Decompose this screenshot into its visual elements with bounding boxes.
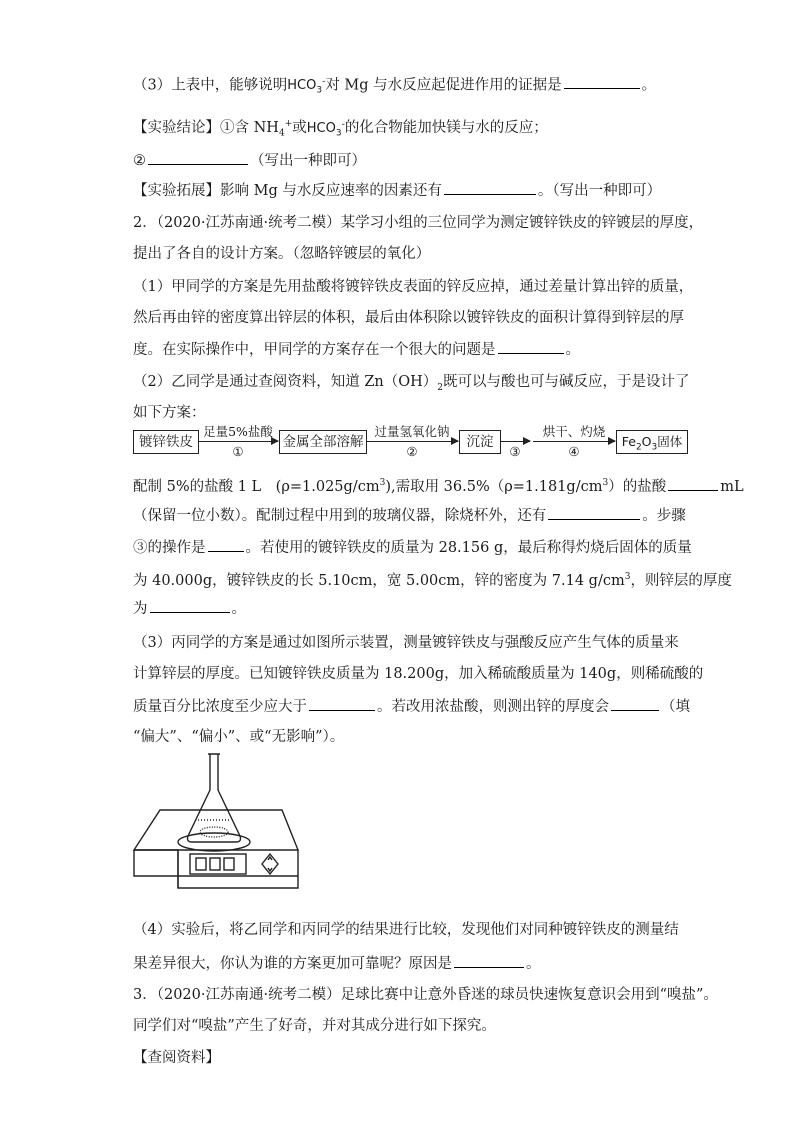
text: 为 bbox=[133, 601, 148, 617]
box-label: 镀锌铁皮 bbox=[139, 434, 193, 450]
section-tag: 【查阅资料】 bbox=[133, 1050, 220, 1066]
q2-p2-line-7 bbox=[133, 598, 246, 619]
text: 。 bbox=[565, 342, 580, 358]
text: 。 bbox=[641, 77, 657, 94]
text: 影响 Mg 与水反应速率的因素还有 bbox=[220, 183, 442, 199]
text: mL bbox=[720, 478, 744, 495]
box-label: Fe bbox=[621, 434, 636, 449]
q2-p3-line-3 bbox=[133, 696, 690, 717]
text: 2．（2020·江苏南通·统考二模）某学习小组的三位同学为测定镀锌铁皮的锌镀层的厚度， bbox=[133, 215, 704, 231]
flow-arrow-4-label: 烘干、灼烧 bbox=[542, 424, 606, 439]
flow-arrow-2-label: 过量氢氧化钠 bbox=[374, 424, 450, 439]
answer-blank[interactable] bbox=[148, 150, 248, 165]
bicarbonate-ion: $HCO_3^-$ bbox=[287, 77, 326, 96]
box-label: O bbox=[641, 434, 652, 449]
q2-line-1 bbox=[133, 213, 703, 233]
flow-arrow-1-step: ① bbox=[232, 444, 244, 459]
text: 。若改用浓盐酸，则测出锌的厚度会 bbox=[377, 699, 609, 715]
text: ),需取用 36.5%（ρ=1.181g/cm bbox=[385, 478, 603, 495]
q2-p2-line-3 bbox=[133, 473, 744, 497]
answer-blank[interactable] bbox=[444, 180, 536, 195]
text: 对 Mg 与水反应起促进作用的证据是 bbox=[325, 77, 562, 94]
flow-box-precipitate bbox=[459, 430, 501, 454]
text: 提出了各自的设计方案。（忽略锌镀层的氧化） bbox=[133, 246, 431, 262]
subscript: 3 bbox=[651, 442, 658, 453]
q2-p4-line-1 bbox=[133, 920, 679, 940]
box-label: 金属全部溶解 bbox=[282, 434, 364, 450]
ion-text: HCO bbox=[287, 78, 317, 94]
text: （4）实验后，将乙同学和丙同学的结果进行比较，发现他们对同种镀锌铁皮的测量结 bbox=[133, 922, 679, 938]
text: 质量百分比浓度至少应大于 bbox=[133, 699, 307, 715]
q2-p3-line-1 bbox=[133, 633, 679, 653]
text: 既可以与酸也可与碱反应，于是设计了 bbox=[443, 374, 690, 390]
text: ，则锌层的厚度 bbox=[630, 572, 732, 589]
text: 同学们对“嗅盐”产生了好奇，并对其成分进行如下探究。 bbox=[133, 1018, 496, 1034]
flow-box-fe2o3-solid bbox=[616, 430, 688, 454]
text: 然后再由锌的密度算出锌层的体积，最后由体积除以镀锌铁皮的面积计算得到锌层的厚 bbox=[133, 310, 684, 326]
q2-p2-line-4 bbox=[133, 505, 686, 526]
q2-p2-line-2 bbox=[133, 403, 206, 423]
answer-blank[interactable] bbox=[309, 696, 375, 711]
text: 果差异很大，你认为谁的方案更加可靠呢？原因是 bbox=[133, 956, 452, 972]
text: ③的操作是 bbox=[133, 540, 206, 556]
q2-p1-line-1 bbox=[133, 277, 693, 297]
q3-line-1 bbox=[133, 985, 718, 1005]
conclusion-line-1: 【实验结论】①含 $NH_4^+$或$HCO_3^-$的化合物能加快镁与水的反应； bbox=[133, 119, 548, 139]
text: 配制 5%的盐酸 1 L (ρ=1.025g/cm bbox=[133, 478, 380, 495]
flow-arrow-4 bbox=[533, 441, 615, 442]
balance-with-flask-illustration bbox=[132, 750, 302, 890]
balance-display bbox=[190, 854, 246, 874]
ion-text: HCO bbox=[306, 120, 336, 136]
flask-outline bbox=[188, 754, 241, 842]
subscript: 2 bbox=[635, 442, 642, 453]
q2-p1-line-3 bbox=[133, 339, 580, 360]
text: 如下方案： bbox=[133, 405, 206, 421]
section-tag: 【实验拓展】 bbox=[133, 183, 220, 199]
section-tag: 【实验结论】 bbox=[133, 119, 220, 136]
q2-p1-line-2 bbox=[133, 308, 684, 328]
answer-blank[interactable] bbox=[208, 537, 244, 552]
flow-arrow-3 bbox=[500, 441, 530, 442]
answer-blank[interactable] bbox=[454, 953, 524, 968]
answer-blank[interactable] bbox=[668, 476, 718, 491]
flow-arrow-2-step: ② bbox=[406, 444, 418, 459]
text: 。步骤 bbox=[642, 508, 686, 524]
q3-line-2 bbox=[133, 1016, 496, 1036]
bicarbonate-ion: $HCO_3^-$ bbox=[306, 119, 345, 139]
question-part-3-line bbox=[133, 72, 656, 101]
superscript: 3 bbox=[602, 478, 609, 488]
text: 或 bbox=[292, 119, 307, 136]
flow-arrow-1 bbox=[198, 441, 278, 442]
superscript: 3 bbox=[379, 478, 386, 488]
extension-line bbox=[133, 180, 661, 201]
balance-body bbox=[134, 810, 298, 850]
superscript: 3 bbox=[624, 572, 631, 582]
text: 3．（2020·江苏南通·统考二模）足球比赛中让意外昏迷的球员快速恢复意识会用到“嗅盐”。 bbox=[133, 987, 718, 1003]
text: ② bbox=[133, 153, 146, 169]
text: （3）上表中，能够说明 bbox=[133, 77, 288, 94]
answer-blank[interactable] bbox=[564, 74, 640, 89]
text: ①含 NH bbox=[220, 119, 279, 136]
q2-p2-line-5 bbox=[133, 537, 692, 558]
text: （1）甲同学的方案是先用盐酸将镀锌铁皮表面的锌反应掉，通过差量计算出锌的质量， bbox=[133, 279, 694, 295]
text: 计算锌层的厚度。已知镀锌铁皮质量为 18.200g，加入稀硫酸质量为 140g，则稀硫酸的 bbox=[133, 666, 704, 682]
text: 。 bbox=[526, 956, 541, 972]
text: （保留一位小数）。配制过程中用到的玻璃仪器，除烧杯外，还有 bbox=[133, 508, 547, 524]
text: ）的盐酸 bbox=[608, 478, 667, 495]
text: （2）乙同学是通过查阅资料，知道 Zn（OH） bbox=[133, 374, 438, 390]
answer-blank[interactable] bbox=[611, 696, 659, 711]
text: 。 bbox=[231, 601, 246, 617]
q2-line-2 bbox=[133, 244, 430, 264]
answer-blank[interactable] bbox=[548, 505, 640, 520]
box-label: 固体 bbox=[657, 434, 683, 449]
q3-line-3 bbox=[133, 1048, 220, 1068]
conclusion-line-2 bbox=[133, 150, 366, 171]
flow-arrow-3-step: ③ bbox=[509, 444, 521, 459]
text: 为 40.000g，镀锌铁皮的长 5.10cm，宽 5.00cm，锌的密度为 7.14 g/cm bbox=[133, 572, 625, 589]
flow-box-galvanized-iron bbox=[133, 430, 199, 454]
answer-blank[interactable] bbox=[150, 598, 230, 613]
text: （写出一种即可） bbox=[250, 153, 366, 169]
answer-blank[interactable] bbox=[498, 339, 564, 354]
text: （填 bbox=[661, 699, 690, 715]
flow-box-dissolved bbox=[279, 430, 367, 454]
text: （3）丙同学的方案是通过如图所示装置，测量镀锌铁皮与强酸反应产生气体的质量来 bbox=[133, 635, 679, 651]
q2-p2-line-6 bbox=[133, 567, 732, 591]
text: “偏大”、“偏小”、或“无影响”）。 bbox=[133, 729, 345, 745]
flow-arrow-4-step: ④ bbox=[568, 444, 580, 459]
flow-arrow-1-label: 足量5%盐酸 bbox=[203, 424, 273, 439]
q2-p3-line-4 bbox=[133, 727, 344, 747]
subscript: 2 bbox=[437, 382, 444, 393]
text: 度。在实际操作中，甲同学的方案存在一个很大的问题是 bbox=[133, 342, 496, 358]
text: 。（写出一种即可） bbox=[537, 183, 662, 199]
box-label: 沉淀 bbox=[466, 434, 494, 450]
flow-arrow-2 bbox=[366, 441, 458, 442]
q2-p4-line-2 bbox=[133, 953, 541, 974]
text: 。若使用的镀锌铁皮的质量为 28.156 g，最后称得灼烧后固体的质量 bbox=[245, 540, 692, 556]
text: 的化合物能加快镁与水的反应； bbox=[344, 119, 548, 136]
q2-p2-line-1 bbox=[133, 372, 690, 398]
q2-p3-line-2 bbox=[133, 664, 703, 684]
